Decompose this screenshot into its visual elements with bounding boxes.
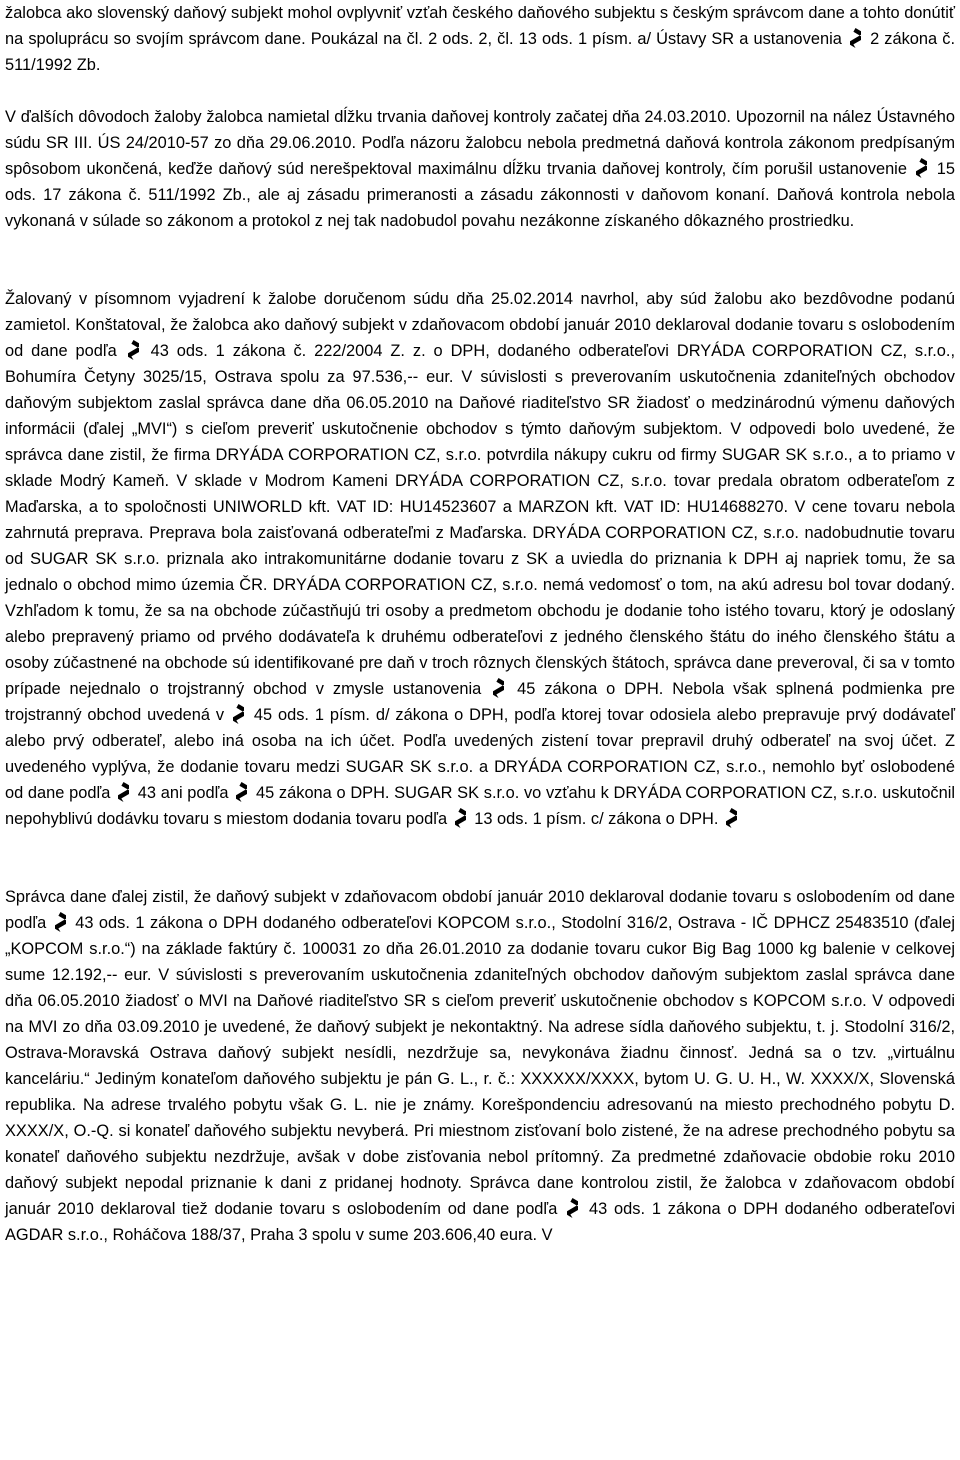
- section-sign-icon: [55, 912, 66, 932]
- section-sign-icon: [850, 28, 861, 48]
- text-segment: 45 zákona o DPH. Nebola však splnená podmienka pre trojstranný obchod uvedená v: [5, 680, 955, 724]
- section-sign-icon: [726, 808, 737, 828]
- text-segment: 43 ods. 1 zákona o DPH dodaného odberateľovi AGDAR s.r.o., Roháčova 188/37, Praha 3 spolu v sume 203.606,40 eura. V: [5, 1200, 955, 1244]
- text-segment: 43 ods. 1 zákona o DPH dodaného odberateľovi KOPCOM s.r.o., Stodolní 316/2, Ostrava - IČ DPHCZ 25483510 (ďalej „KOPCOM s.r.o.“) na základe faktúry č. 100031 zo dňa 26.01.2010 za dodanie tovaru cukor Big Bag 1000 kg balenie v celkovej sume 12.192,-- eur. V súvislosti s preverovaním uskutočnenia zdaniteľných obchodov daňovým subjektom zaslal správca dane dňa 06.05.2010 žiadosť o MVI na Daňové riaditeľstvo SR s cieľom preveriť uskutočnenie obchodov s KOPCOM s.r.o. V odpovedi na MVI zo dňa 03.09.2010 je uvedené, že daňový subjekt je nekontaktný. Na adrese sídla daňového subjektu, t. j. Stodolní 316/2, Ostrava-Moravská Ostrava daňový subjekt nesídli, nezdržuje sa, nevykonáva žiadnu činnosť. Jedná sa o tzv. „virtuálnu kanceláriu.“ Jediným konateľom daňového subjektu je pán G. L., r. č.: XXXXXX/XXXX, bytom U. G. U. H., W. XXXX/X, Slovenská republika. Na adrese trvalého pobytu však G. L. nie je známy. Korešpondenciu adresovanú na miesto prechodného pobytu D. XXXX/X, O.-Q. si konateľ daňového subjektu nevyberá. Pri miestnom zisťovaní bolo zistené, že na adrese prechodného pobytu sa konateľ daňového subjektu nezdržuje, avšak v dobe zisťovania nebol prítomný. Za predmetné zdaňovacie obdobie roku 2010 daňový subjekt nepodal priznanie k dani z pridanej hodnoty. Správca dane kontrolou zistil, že žalobca v zdaňovacom období január 2010 deklaroval tiež dodanie tovaru s oslobodením od dane podľa: [5, 914, 955, 1218]
- section-sign-icon: [233, 704, 244, 724]
- section-sign-icon: [916, 158, 927, 178]
- text-segment: žalobca ako slovenský daňový subjekt mohol ovplyvniť vzťah českého daňového subjektu s českým správcom dane a tohto donútiť na spoluprácu so svojím správcom dane. Poukázal na čl. 2 ods. 2, čl. 13 ods. 1 písm. a/ Ústavy SR a ustanovenia: [5, 4, 955, 48]
- section-sign-icon: [236, 782, 247, 802]
- text-segment: 43 ods. 1 zákona č. 222/2004 Z. z. o DPH, dodaného odberateľovi DRYÁDA CORPORATION CZ, s.r.o., Bohumíra Četyny 3025/15, Ostrava spolu za 97.536,-- eur. V súvislosti s preverovaním uskutočnenia zdaniteľných obchodov daňovým subjektom zaslal správca dane dňa 06.05.2010 na Daňové riaditeľstvo SR žiadosť o medzinárodnú výmenu daňových informácii (ďalej „MVI“) s cieľom preveriť uskutočnenie obchodov s týmto daňovým subjektom. V odpovedi bolo uvedené, že správca dane zistil, že firma DRYÁDA CORPORATION CZ, s.r.o. potvrdila nákupy cukru od firmy SUGAR SK s.r.o., a to priamo v sklade Modrý Kameň. V sklade v Modrom Kameni DRYÁDA CORPORATION CZ, s.r.o. tovar predala obratom odberateľom z Maďarska, a to spoločnosti UNIWORLD kft. VAT ID: HU14523607 a MARZON kft. VAT ID: HU14688270. V cene tovaru nebola zahrnutá preprava. Preprava bola zaisťovaná odberateľmi z Maďarska. DRYÁDA CORPORATION CZ, s.r.o. nadobudnutie tovaru od SUGAR SK s.r.o. priznala ako intrakomunitárne dodanie tovaru z SK a uviedla do priznania k DPH aj napriek tomu, že sa jednalo o obchod mimo územia ČR. DRYÁDA CORPORATION CZ, s.r.o. nemá vedomosť o tom, na akú adresu bol tovar dodaný. Vzhľadom k tomu, že sa na obchode zúčastňujú tri osoby a predmetom obchodu je dodanie toho istého tovaru, ktorý je odoslaný alebo prepravený priamo od prvého dodávateľa k druhému odberateľovi z jedného členského štátu do iného členského štátu a osoby zúčastnené na obchode sú identifikované pre daň v troch rôznych členských štátoch, správca dane preveroval, či sa v tomto prípade nejednalo o trojstranný obchod v zmysle ustanovenia: [5, 342, 956, 698]
- section-sign-icon: [493, 678, 504, 698]
- section-sign-icon: [567, 1198, 578, 1218]
- text-segment: V ďalších dôvodoch žaloby žalobca namietal dĺžku trvania daňovej kontroly začatej dňa 24.03.2010. Upozornil na nález Ústavného súdu SR III. ÚS 24/2010-57 zo dňa 29.06.2010. Podľa názoru žalobcu nebola predmetná daňová kontrola zákonom predpísaným spôsobom ukončená, keďže daňový súd nerešpektoval maximálnu dĺžku trvania daňovej kontroly, čím porušil ustanovenie: [5, 108, 955, 178]
- text-segment: Žalovaný v písomnom vyjadrení k žalobe doručenom súdu dňa 25.02.2014 navrhol, aby súd žalobu ako bezdôvodne podanú zamietol. Konštatoval, že žalobca ako daňový subjekt v zdaňovacom období január 2010 deklaroval dodanie tovaru s oslobodením od dane podľa: [5, 290, 955, 360]
- text-segment: 13 ods. 1 písm. c/ zákona o DPH.: [474, 810, 719, 828]
- text-segment: 15 ods. 17 zákona č. 511/1992 Zb., ale aj zásadu primeranosti a zásadu zákonnosti v daňovom konaní. Daňová kontrola nebola vykonaná v súlade so zákonom a protokol z nej tak nadobudol povahu nezákonne získaného dôkazného prostriedku.: [5, 160, 955, 230]
- section-sign-icon: [118, 782, 129, 802]
- text-segment: 2 zákona č. 511/1992 Zb.: [5, 30, 955, 74]
- text-segment: 45 zákona o DPH. SUGAR SK s.r.o. vo vzťahu k DRYÁDA CORPORATION CZ, s.r.o. uskutočnil nepohyblivú dodávku tovaru s miestom dodania tovaru podľa: [5, 784, 956, 828]
- text-segment: Správca dane ďalej zistil, že daňový subjekt v zdaňovacom období január 2010 deklaroval dodanie tovaru s oslobodením od dane podľa: [5, 888, 955, 932]
- paragraph-1: [5, 0, 955, 78]
- text-segment: 43 ani podľa: [137, 784, 229, 802]
- paragraph-3: [5, 286, 955, 832]
- text-segment: 45 ods. 1 písm. d/ zákona o DPH, podľa ktorej tovar odosiela alebo prepravuje prvý dodávateľ alebo prvý odberateľ, alebo iná osoba na ich účet. Podľa uvedených zistení tovar prepravil druhý odberateľ na svoj účet. Z uvedeného vyplýva, že dodanie tovaru medzi SUGAR SK s.r.o. a DRYÁDA CORPORATION CZ, s.r.o., nemohlo byť oslobodené od dane podľa: [5, 706, 956, 802]
- section-sign-icon: [455, 808, 466, 828]
- paragraph-2: [5, 104, 955, 234]
- paragraph-4: [5, 884, 955, 1248]
- section-sign-icon: [128, 340, 139, 360]
